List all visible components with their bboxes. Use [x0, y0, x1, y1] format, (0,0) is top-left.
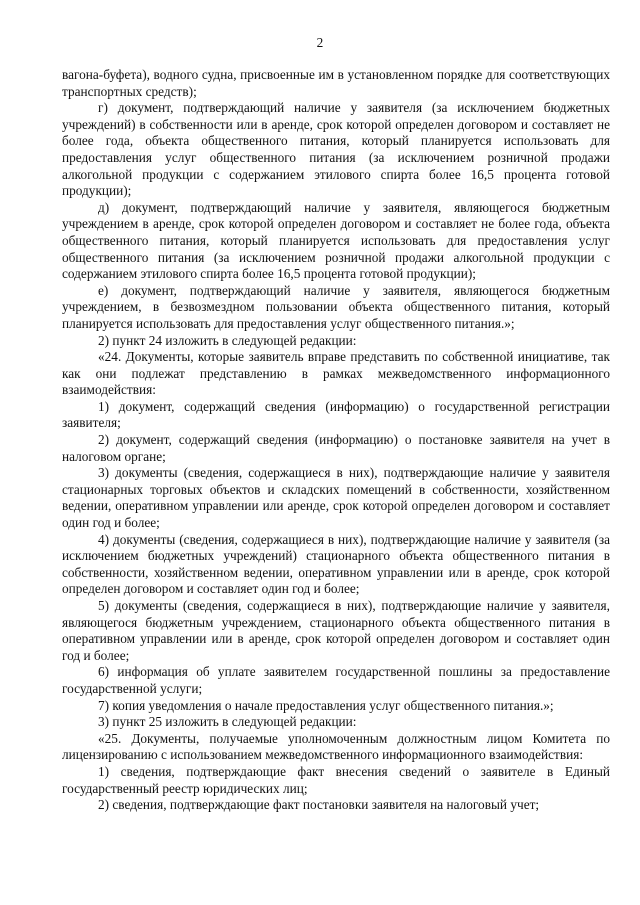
paragraph-clause-25-item-2: 2) сведения, подтверждающие факт постановки заявителя на налоговый учет; [98, 797, 540, 813]
paragraph-clause-25: «25. Документы, получаемые уполномоченным должностным лицом Комитета по лицензированию с использованием межведомственного информационного взаимодействия: [62, 730, 610, 763]
paragraph-clause-24: «24. Документы, которые заявитель вправе представить по собственной инициативе, так как они подлежат представлению в рамках межведомственного информационного взаимодействия: [62, 349, 610, 398]
paragraph-clause-24-item-2: 2) документ, содержащий сведения (информацию) о постановке заявителя на учет в налоговом органе; [62, 432, 610, 464]
paragraph-clause-24-item-4: 4) документы (сведения, содержащиеся в них), подтверждающие наличие у заявителя (за исключением бюджетных учреждений) стационарного объекта общественного питания в собственности, хозяйственном ведении, оперативном управлении или в аренде, срок которой определен договором и составляет один год и более; [62, 531, 610, 597]
paragraph-amendment-3: 3) пункт 25 изложить в следующей редакции: [98, 714, 357, 730]
page-number: 2 [316, 35, 324, 50]
paragraph-continuation: вагона-буфета), водного судна, присвоенные им в установленном порядке для соответствующих транспортных средств); [62, 67, 610, 99]
document-body [62, 67, 610, 814]
paragraph-item-g: г) документ, подтверждающий наличие у заявителя (за исключением бюджетных учреждений) в собственности или в аренде, срок которой определен договором и составляет не более года, объекта общественного питания, который планируется использовать для предоставления услуг общественного питания (за исключением розничной продажи алкогольной продукции с содержанием этилового спирта более 16,5 процента готовой продукции); [62, 100, 610, 199]
paragraph-clause-25-item-1: 1) сведения, подтверждающие факт внесения сведений о заявителе в Единый государственный реестр юридических лиц; [62, 763, 610, 796]
paragraph-amendment-2: 2) пункт 24 изложить в следующей редакции: [98, 332, 357, 348]
paragraph-clause-24-item-7: 7) копия уведомления о начале предоставления услуг общественного питания.»; [98, 697, 554, 713]
paragraph-item-e: е) документ, подтверждающий наличие у заявителя, являющегося бюджетным учреждением, в безвозмездном пользовании объекта общественного питания, который планируется использовать для предоставления услуг общественного питания.»; [62, 282, 610, 331]
paragraph-item-d: д) документ, подтверждающий наличие у заявителя, являющегося бюджетным учреждением в аренде, срок которой определен договором и составляет не более года, объекта общественного питания, который планируется использовать для предоставления услуг общественного питания (за исключением розничной продажи алкогольной продукции с содержанием этилового спирта более 16,5 процента готовой продукции); [62, 199, 610, 282]
paragraph-clause-24-item-3: 3) документы (сведения, содержащиеся в них), подтверждающие наличие у заявителя стационарных торговых объектов и складских помещений в собственности, хозяйственном ведении, оперативном управлении или аренде, срок которой определен договором и составляет один год и более; [62, 465, 610, 531]
paragraph-clause-24-item-1: 1) документ, содержащий сведения (информацию) о государственной регистрации заявителя; [62, 398, 610, 431]
paragraph-clause-24-item-6: 6) информация об уплате заявителем государственной пошлины за предоставление государственной услуги; [62, 664, 610, 696]
paragraph-clause-24-item-5: 5) документы (сведения, содержащиеся в них), подтверждающие наличие у заявителя, являющегося бюджетным учреждением, стационарного объекта общественного питания в оперативном управлении или в аренде, срок которой определен договором и составляет один год и более; [62, 598, 610, 663]
